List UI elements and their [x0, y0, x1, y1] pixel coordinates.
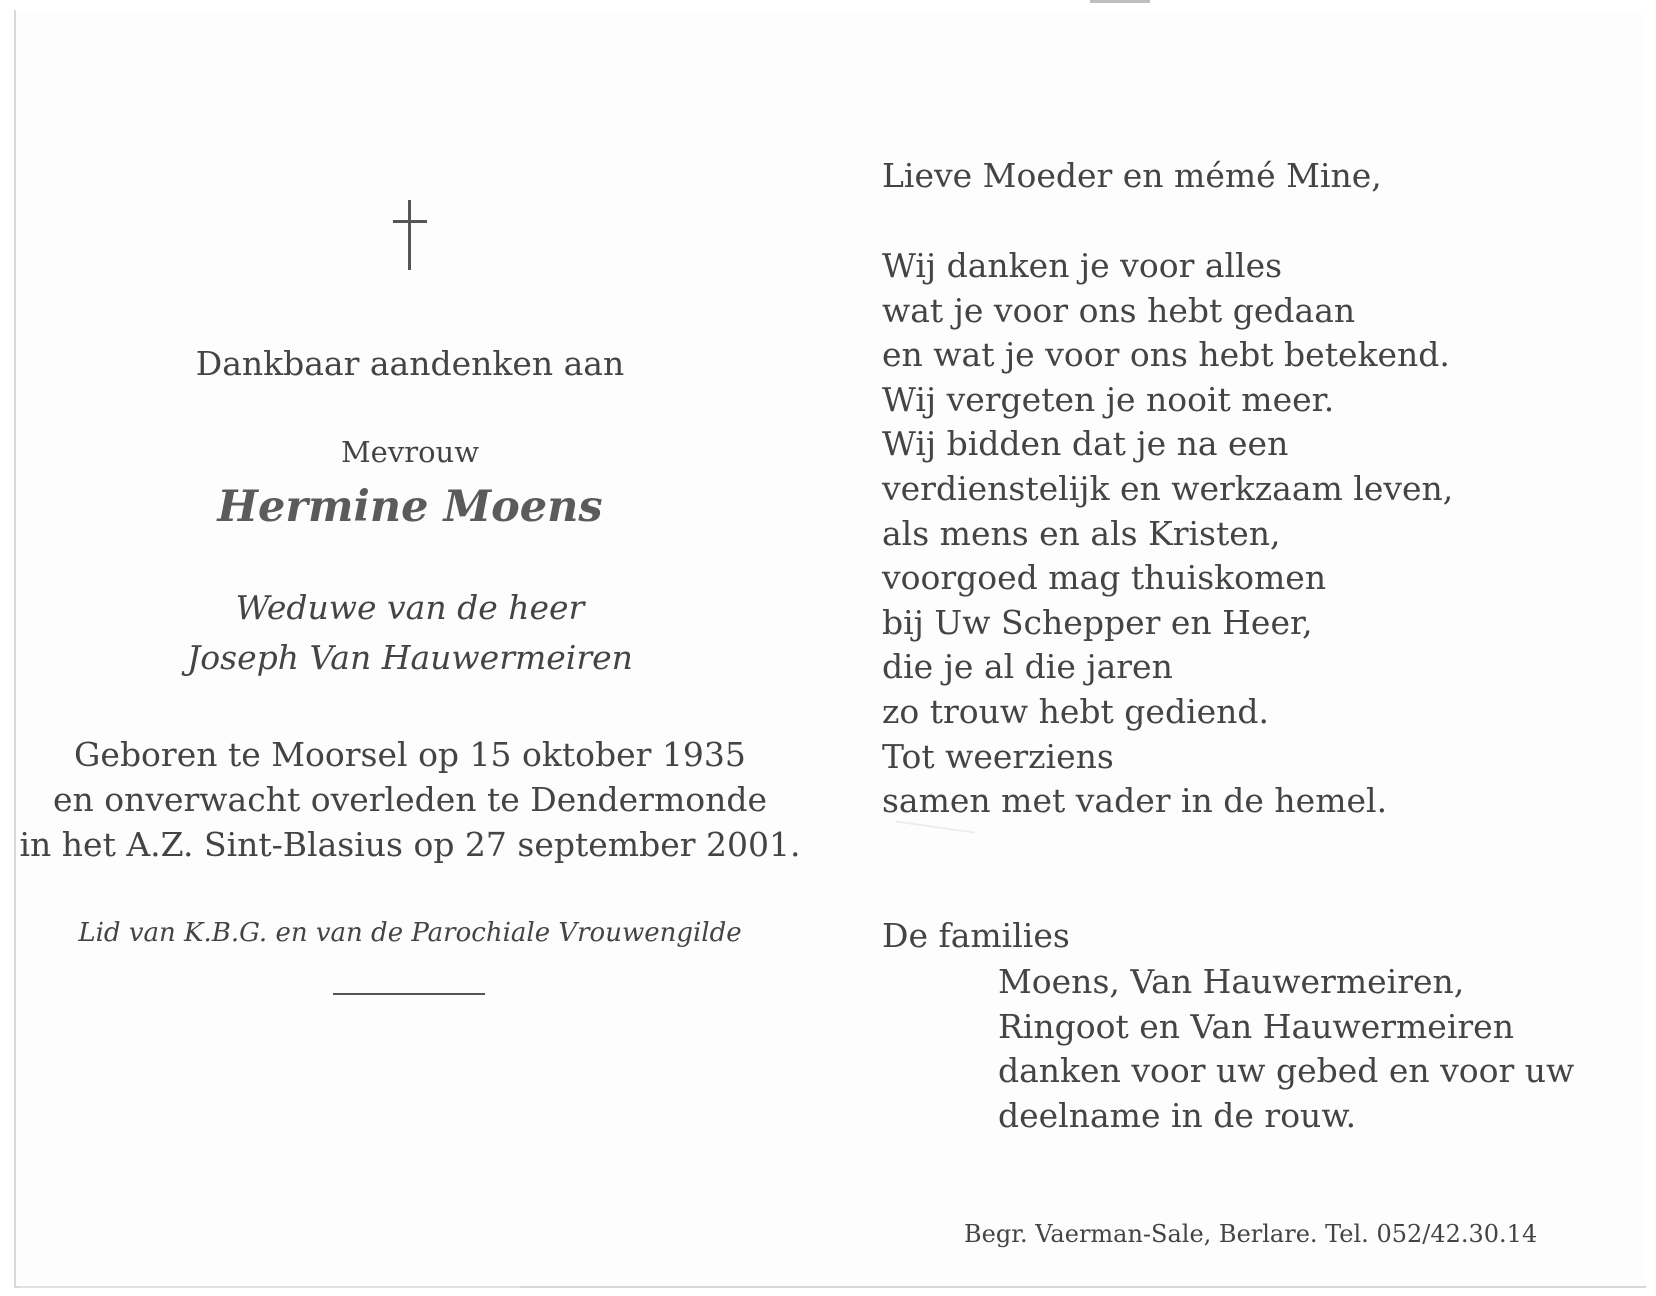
left-panel [0, 0, 820, 1296]
poem-line: Wij vergeten je nooit meer. [882, 379, 1335, 419]
poem-line: zo trouw hebt gediend. [882, 691, 1270, 731]
families-line: Moens, Van Hauwermeiren, [998, 962, 1465, 1001]
families-line: Ringoot en Van Hauwermeiren [998, 1006, 1514, 1046]
life-line: Geboren te Moorsel op 15 oktober 1935 [74, 735, 746, 774]
poem-line: die je al die jaren [882, 647, 1173, 687]
families-thanks [998, 960, 1574, 1138]
cross-icon [393, 200, 427, 270]
life-details [0, 732, 820, 867]
poem-line: voorgoed mag thuiskomen [882, 558, 1327, 598]
poem-line: Tot weerziens [882, 736, 1114, 776]
poem-line: en wat je voor ons hebt betekend. [882, 335, 1450, 375]
life-line: in het A.Z. Sint-Blasius op 27 september 2001. [19, 825, 801, 864]
poem-line: Wij danken je voor alles [882, 246, 1283, 285]
widow-line-1: Weduwe van de heer [235, 588, 585, 627]
poem-line: verdienstelijk en werkzaam leven, [882, 468, 1454, 508]
poem-line: Wij bidden dat je na een [882, 424, 1289, 464]
scan-edge-mark [1090, 0, 1150, 3]
families-line: deelname in de rouw. [998, 1095, 1357, 1135]
deceased-name: Hermine Moens [217, 482, 603, 532]
families-label: De families [882, 916, 1070, 955]
title-text: Mevrouw [340, 435, 480, 469]
poem-line: samen met vader in de hemel. [882, 781, 1388, 821]
poem-line: wat je voor ons hebt gedaan [882, 290, 1356, 330]
poem-line: als mens en als Kristen, [882, 513, 1281, 553]
membership-text: Lid van K.B.G. en van de Parochiale Vrouwengilde [78, 918, 742, 948]
life-line: en onverwacht overleden te Dendermonde [52, 780, 768, 819]
intro-text: Dankbaar aandenken aan [195, 344, 625, 383]
widow-line-2: Joseph Van Hauwermeiren [187, 638, 633, 677]
greeting-text: Lieve Moeder en mémé Mine, [882, 156, 1382, 195]
families-line: danken voor uw gebed en voor uw [998, 1051, 1575, 1091]
undertaker-info: Begr. Vaerman-Sale, Berlare. Tel. 052/42.30.14 [964, 1220, 1538, 1248]
poem [882, 244, 1453, 824]
poem-line: bij Uw Schepper en Heer, [882, 602, 1313, 642]
divider-line [333, 993, 485, 995]
